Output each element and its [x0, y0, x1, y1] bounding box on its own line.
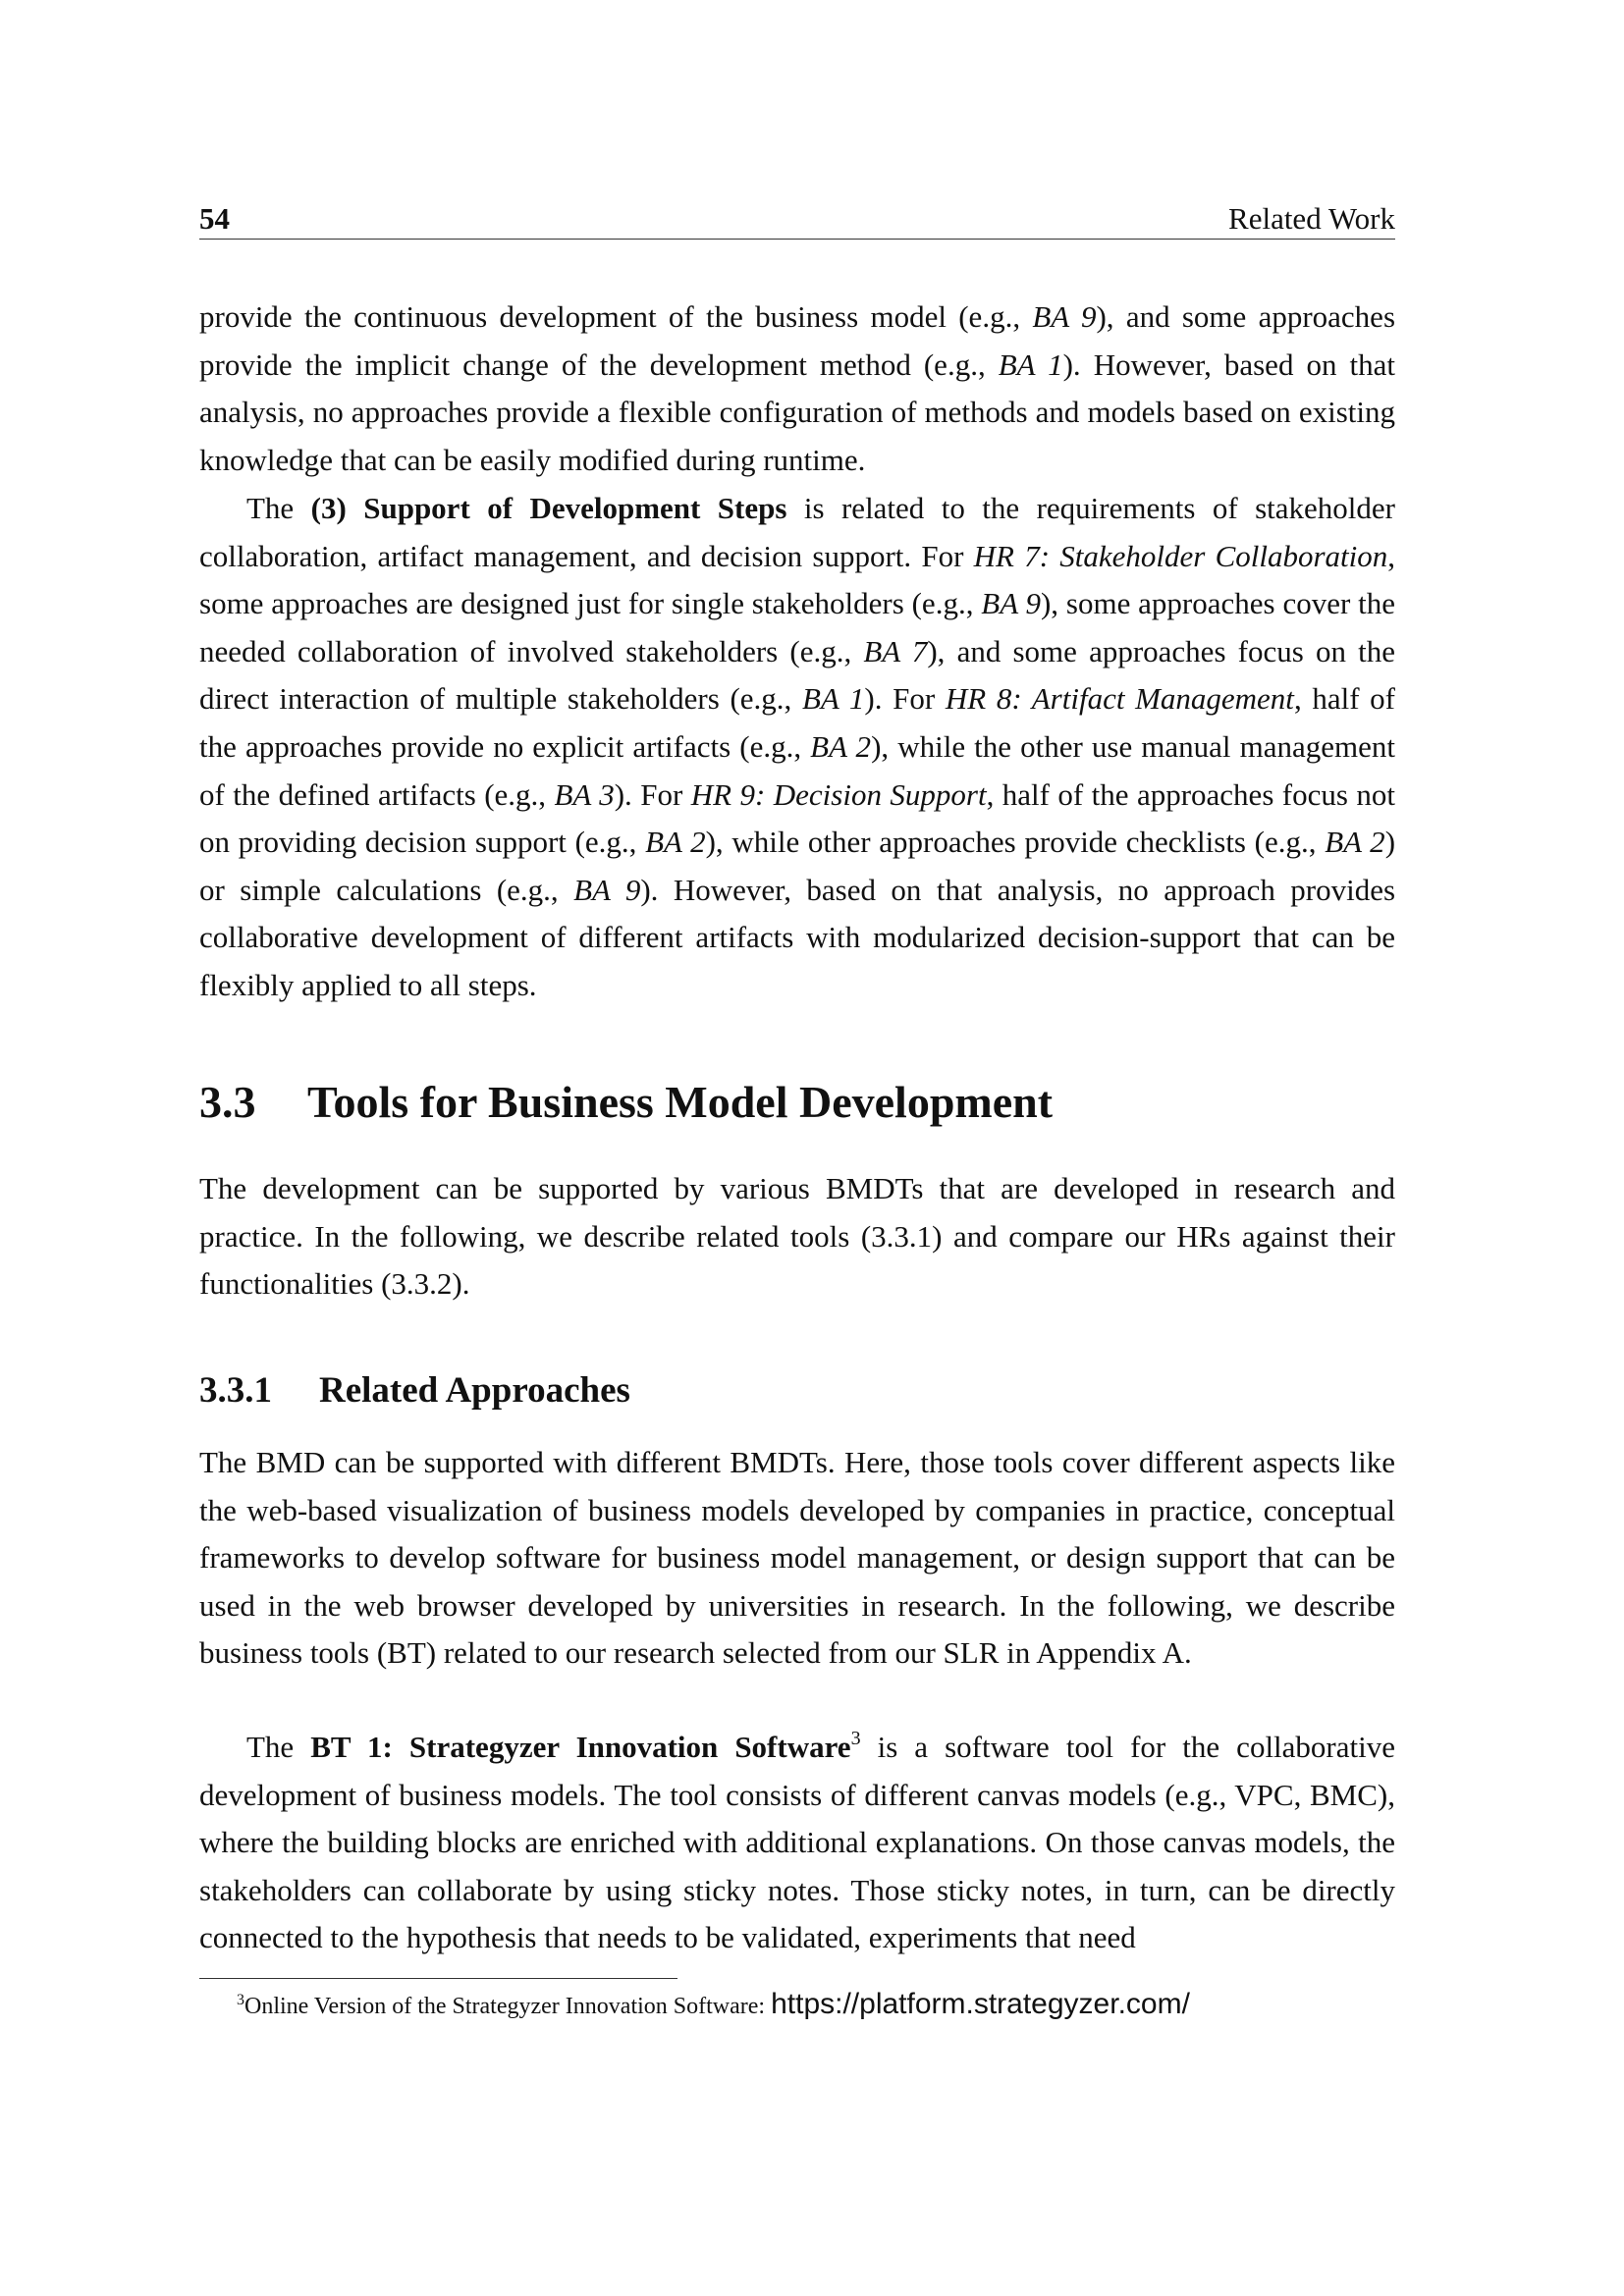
text-run: The development can be supported by various BMDTs that are developed in research and practice. In the following, we describe related tools (3.3.1) and compare our HRs against their functionalities (3.3.2).	[199, 1171, 1395, 1302]
text-run: , some approaches are designed just for single stakeholders (e.g.,	[199, 538, 1396, 621]
text-run: ), while the other use manual management of the defined artifacts (e.g.,	[199, 728, 1395, 812]
text-run: The	[246, 491, 311, 525]
paragraph-continuation	[199, 294, 1395, 484]
paragraph-bt1	[199, 1724, 1395, 1962]
text-run: ). For	[864, 681, 946, 717]
text-run: ). However, based on that analysis, no approaches provide a flexible configuration of methods and models based on existing knowledge that can be easily modified during runtime.	[199, 347, 1396, 477]
footnote-marker[interactable]: 3	[850, 1728, 861, 1749]
text-run: ), while other approaches provide checklists (e.g.,	[705, 825, 1326, 860]
subsection-title: Related Approaches	[319, 1370, 630, 1411]
running-title: Related Work	[1228, 201, 1395, 236]
paragraph-support-development-steps	[199, 485, 1395, 1010]
ref-ba9: BA 9	[981, 586, 1041, 621]
running-header	[199, 199, 1395, 240]
text-run: ) or simple calculations (e.g.,	[199, 825, 1396, 907]
text-run: ), and some approaches provide the implicit change of the development method (e.g.,	[199, 299, 1396, 382]
footnote-number: 3	[237, 1992, 244, 2008]
footnote-divider	[199, 1978, 677, 1979]
subsection-heading	[199, 1367, 630, 1415]
ref-hr9: HR 9: Decision Support	[690, 776, 987, 812]
ref-ba2: BA 2	[810, 728, 872, 764]
footnote-text: Online Version of the Strategyzer Innovation Software:	[244, 1994, 772, 2019]
ref-ba9: BA 9	[573, 872, 641, 907]
ref-ba2: BA 2	[645, 825, 706, 860]
bold-term: BT 1: Strategyzer Innovation Software	[310, 1730, 851, 1764]
text-run: , half of the approaches provide no explicit artifacts (e.g.,	[199, 681, 1396, 764]
text-run: is a software tool for the collaborative development of business models. The tool consists of different canvas models (e.g., VPC, BMC), where the building blocks are enriched with additional explanations. On those canvas models, the stakeholders can collaborate by using sticky notes. Those sticky notes, in turn, can be directly connected to the hypothesis that needs to be validated, experiments that need	[199, 1730, 1395, 1955]
section-title: Tools for Business Model Development	[307, 1077, 1054, 1127]
ref-ba7: BA 7	[863, 633, 928, 668]
text-run: ), some approaches cover the needed collaboration of involved stakeholders (e.g.,	[199, 586, 1396, 668]
section-number: 3.3	[199, 1077, 256, 1127]
footnote-link[interactable]: https://platform.strategyzer.com/	[771, 1988, 1190, 2020]
text-run: ), and some approaches focus on the direct interaction of multiple stakeholders (e.g.,	[199, 633, 1395, 717]
ref-hr8: HR 8: Artifact Management	[945, 681, 1294, 717]
text-run: is related to the requirements of stakeholder collaboration, artifact management, and decision support. For	[199, 491, 1396, 573]
ref-ba3: BA 3	[554, 776, 615, 812]
ref-ba9: BA 9	[1032, 299, 1097, 334]
text-run: provide the continuous development of the business model (e.g.,	[199, 299, 1033, 334]
section-heading	[199, 1073, 1053, 1132]
text-run: The	[246, 1730, 311, 1764]
ref-ba1: BA 1	[801, 681, 865, 717]
ref-ba1: BA 1	[998, 347, 1063, 382]
text-run: , half of the approaches focus not on providing decision support (e.g.,	[199, 776, 1396, 860]
ref-ba2: BA 2	[1325, 825, 1385, 860]
bold-term: (3) Support of Development Steps	[310, 491, 787, 525]
text-run: The BMD can be supported with different BMDTs. Here, those tools cover different aspects like the web-based visualization of business models developed by companies in practice, conceptual frameworks to develop software for business model management, or design support that can be used in the web browser developed by universities in research. In the following, we describe business tools (BT) related to our research selected from our SLR in Appendix A.	[199, 1445, 1395, 1671]
footnote	[237, 1987, 1190, 2024]
paragraph-related-approaches	[199, 1439, 1395, 1678]
paragraph-section-intro	[199, 1165, 1395, 1308]
text-run: ). For	[614, 776, 691, 812]
subsection-number: 3.3.1	[199, 1370, 272, 1411]
text-run: ). However, based on that analysis, no approach provides collaborative development of different artifacts with modularized decision-support that can be flexibly applied to all steps.	[199, 872, 1396, 1002]
ref-hr7: HR 7: Stakeholder Collaboration	[973, 538, 1388, 573]
page-number: 54	[199, 201, 230, 236]
